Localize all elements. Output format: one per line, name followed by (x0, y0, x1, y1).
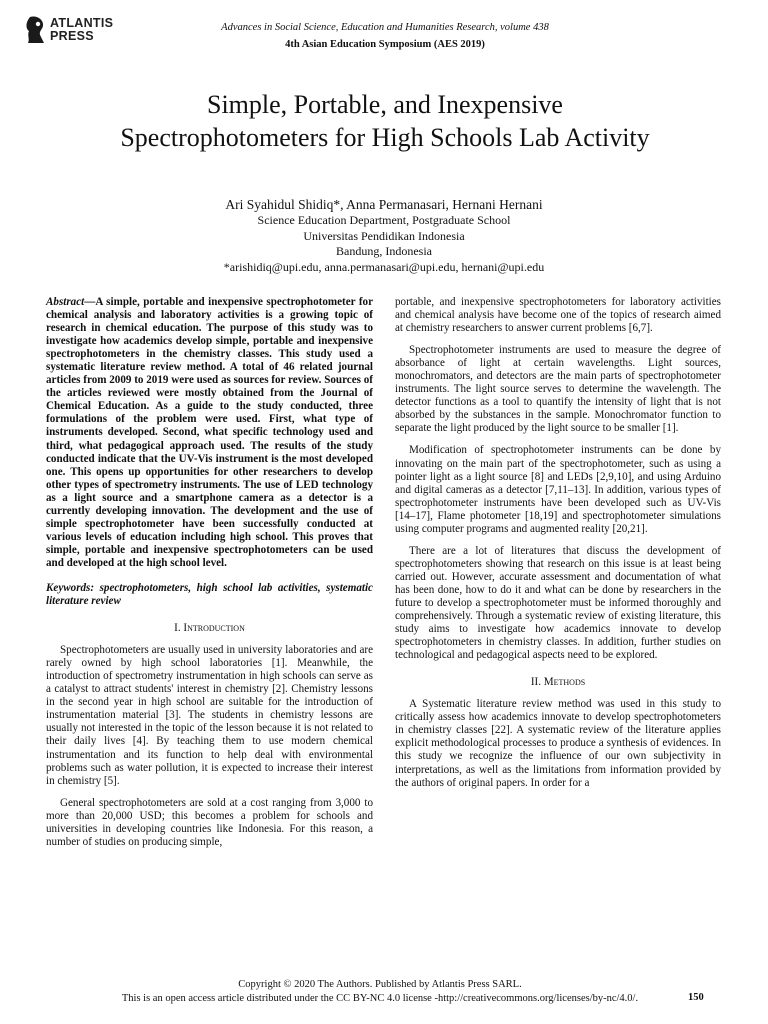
paragraph: portable, and inexpensive spectrophotometers for laboratory activities and chemical analysis have become one of the topics of research aimed at chemistry researchers to answer current problems [6,7]. (395, 296, 721, 335)
publisher-name-line2: PRESS (50, 29, 94, 43)
author-emails: *arishidiq@upi.edu, anna.permanasari@upi.edu, hernani@upi.edu (223, 259, 545, 274)
section-numeral: II. (530, 676, 544, 689)
title-line-2: Spectrophotometers for High Schools Lab Activity (120, 123, 650, 152)
abstract (46, 296, 373, 570)
publisher-name-line1: ATLANTIS (50, 16, 114, 30)
paragraph: Spectrophotometer instruments are used to measure the degree of absorbance of light at certain wavelengths. Light sources, monochromators, and detectors are the main parts of spectrophotometer instruments. The light source serves to determine the wavelength. The detector functions as a tool to quantify the intensity of light that is not absorbed by the substances in the sample. Monochromator function to separate the light produced by the light source to be smaller [1]. (395, 344, 721, 435)
copyright-notice: Copyright © 2020 The Authors. Published by Atlantis Press SARL. (238, 979, 522, 990)
title-line-1: Simple, Portable, and Inexpensive (207, 90, 563, 119)
keywords-label: Keywords: (46, 581, 95, 594)
right-column (395, 296, 721, 799)
affiliation-department: Science Education Department, Postgraduate School (257, 213, 511, 227)
keywords (46, 582, 373, 608)
affiliation-university: Universitas Pendidikan Indonesia (303, 228, 465, 243)
series-header: Advances in Social Science, Education and Humanities Research, volume 438 (221, 22, 549, 33)
author-list: Ari Syahidul Shidiq*, Anna Permanasari, Hernani Hernani (225, 197, 543, 212)
atlantis-logo-icon (24, 15, 46, 45)
section-title: Introduction (183, 622, 245, 635)
page-number: 150 (688, 992, 704, 1003)
abstract-text: —A simple, portable and inexpensive spectrophotometer for chemical analysis and laboratory activities is a growing topic of research in chemical education. The purpose of this study was to investigate how academics develop simple, portable and inexpensive spectrophotometers in the chemistry classes. This study used a systematic literature review method. A total of 46 related journal articles from 2009 to 2019 were used as sources for review. Sources of the articles reviewed were mostly obtained from the Journal of Chemical Education. As a guide to the study conducted, three formulations of the problem were used. First, what type of instruments developed. Second, what specific technology used and third, what pedagogical approach used. The results of the study conducted indicate that the UV-Vis instrument is the most developed one. This opens up opportunities for other researchers to develop other types of spectrometry instruments. The use of LED technology as a light source and a smartphone camera as a detector is a currently developing innovation. The development and the use of simple spectrophotometer have been successfully conducted at various levels of education including high school. This proves that simple, portable and inexpensive spectrophotometers can be used and developed at the high school level. (46, 296, 373, 569)
paragraph: Spectrophotometers are usually used in university laboratories and are rarely owned by high school laboratories [1]. Meanwhile, the introduction of spectrometry instrumentation in high schools can serve as a catalyst to attract students' interest in chemistry [2]. Chemistry lessons in the second year in high school are suitable for the introduction of instrumentation material [3]. The students in chemistry lessons are usually not interested in the topic of the lesson because it is not related to their daily lives [4]. By teaching them to use modern chemical instrumentation and its function to help deal with environmental problems such as water pollution, it is expected to increase their interest in chemistry [5]. (46, 644, 373, 787)
section-heading-introduction (46, 622, 373, 635)
affiliation-location: Bandung, Indonesia (336, 244, 432, 258)
conference-header: 4th Asian Education Symposium (AES 2019) (285, 39, 485, 50)
publisher-logo (24, 15, 113, 45)
paragraph: General spectrophotometers are sold at a cost ranging from 3,000 to more than 20,000 USD; this becomes a problem for schools and universities in developing countries like Indonesia. For this reason, a number of studies on producing simple, (46, 796, 373, 848)
page-footer (60, 978, 700, 1006)
license-notice: This is an open access article distributed under the CC BY-NC 4.0 license -http://creativecommons.org/licenses/by-nc/4.0/. (121, 993, 639, 1004)
paragraph: Modification of spectrophotometer instruments can be done by innovating on the main part of the spectrophotometer, such as using a pointer light as a light source [8] and LEDs [2,9,10], and using Arduino and digital cameras as a detector [7,11–13]. In addition, various types of spectrophotometer instruments have been developed such as UV-Vis [14–17], Flame photometer [18,19] and spectrophotometer simulations using computer programs and augmented reality [20,21]. (395, 444, 721, 535)
section-numeral: I. (174, 622, 184, 635)
abstract-label: Abstract (46, 296, 85, 308)
paper-title (40, 88, 730, 154)
left-column (46, 296, 373, 858)
paragraph: A Systematic literature review method was used in this study to critically assess how academics innovate to develop spectrophotometers in chemistry classes [22]. A systematic review of the literature applies explicit methodological processes to produce a synthesis of evidences. In this study we recognize the influence of our own subjectivity in interpretations, as well as the limitations from information provided by the authors of original papers. In order for a (395, 698, 721, 789)
section-heading-methods (395, 676, 721, 689)
affiliation-block (84, 213, 684, 275)
keywords-text: spectrophotometers, high school lab activities, systematic literature review (46, 581, 373, 608)
section-title: Methods (543, 676, 586, 689)
paragraph: There are a lot of literatures that discuss the development of spectrophotometers showing that research on this issue is at least being carried out. However, accurate assessment and documentation of what has been done, how to do it and what can be done by researchers in the future to develop a spectrophotometer must be informed thoroughly and comprehensively. Through a systematic review of existing literature, this study aims to investigate how academics innovate to develop spectrophotometers in chemistry classes. In addition, further studies on technological and pedagogical aspects need to be explored. (395, 544, 721, 662)
